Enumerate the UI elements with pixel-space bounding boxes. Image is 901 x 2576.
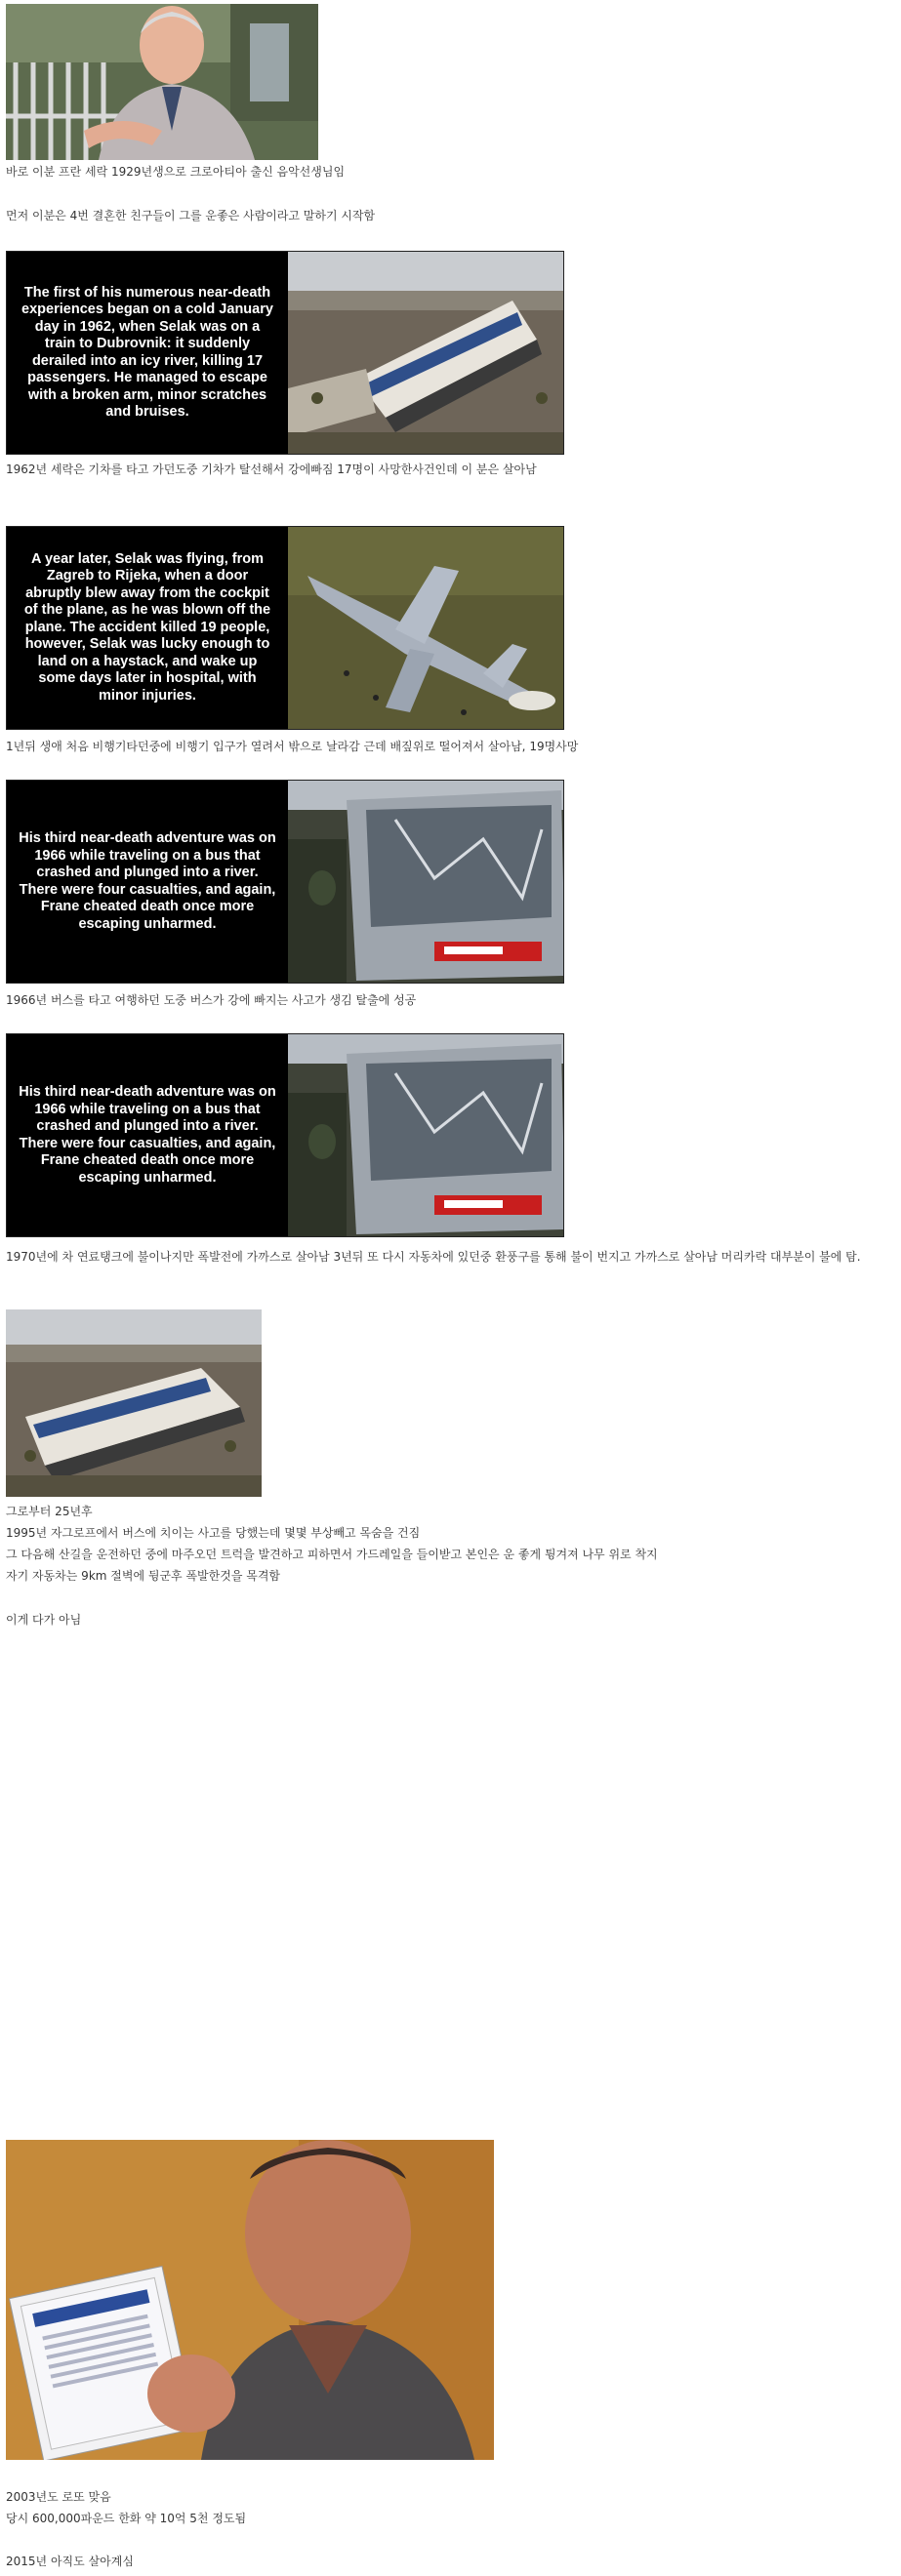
caption-train: 1962년 세락은 기차를 타고 가던도중 기차가 탈선해서 강에빠짐 17명이 사망한사건인데 이 분은 살아남 (6, 463, 537, 476)
bus-crash-photo (288, 781, 563, 983)
caption-plane: 1년뒤 생애 처음 비행기타던중에 비행기 입구가 열려서 밖으로 날라감 근데 배짚위로 떨어져서 살아남, 19명사망 (6, 740, 579, 753)
caption-bus: 1966년 버스를 타고 여행하던 도중 버스가 강에 빠지는 사고가 생김 탈출에 성공 (6, 993, 417, 1007)
story-card-plane (6, 526, 564, 730)
card-text: A year later, Selak was flying, from Zagreb to Rijeka, when a door abruptly blew away from the cockpit of the plane, as he was blown off the plane. The accident killed 19 people, however, Selak was lucky enough to land on a haystack, and wake up some days later in hospital, with minor injuries. (23, 550, 271, 704)
plane-crash-photo (288, 527, 563, 729)
ending-line-1: 2003년도 로또 맞음 (6, 2490, 111, 2504)
train-wreck-photo (288, 252, 563, 454)
story-card-bus (6, 780, 564, 984)
card-text: His third near-death adventure was on 1966 while traveling on a bus that crashed and plunged into a river. There were four casualties, and again, Frane cheated death once more escaping unharmed. (19, 1084, 276, 1186)
story-card-bus-repeat (6, 1033, 564, 1237)
story-card-train (6, 251, 564, 455)
middle-line-1: 그로부터 25년후 (6, 1505, 93, 1518)
caption-car-fire: 1970년에 차 연료탱크에 불이나지만 폭발전에 가까스로 살아남 3년뒤 또 다시 자동차에 있던중 환풍구를 통해 불이 번지고 가까스로 살아남 머리카락 대부분이 불에 탐. (6, 1250, 861, 1264)
intro-line-2: 먼저 이분은 4번 결혼한 친구들이 그를 운좋은 사람이라고 말하기 시작함 (6, 209, 376, 222)
card-text: His third near-death adventure was on 1966 while traveling on a bus that crashed and plunged into a river. There were four casualties, and again, Frane cheated death once more escaping unharmed. (19, 830, 276, 932)
lottery-winner-photo (6, 2140, 494, 2460)
middle-line-5: 이게 다가 아님 (6, 1613, 82, 1627)
ending-line-2: 당시 600,000파운드 한화 약 10억 5천 정도됨 (6, 2512, 247, 2525)
bus-crash-photo (288, 1034, 563, 1236)
ending-line-3: 2015년 아직도 살아계심 (6, 2555, 134, 2568)
card-text: The first of his numerous near-death experiences began on a cold January day in 1962, when Selak was on a train to Dubrovnik: it suddenly derailed into an icy river, killing 17 passengers. He managed to escape with a broken arm, minor scratches and bruises. (21, 284, 273, 420)
portrait-photo-old-man (6, 4, 318, 160)
train-wreck-photo-small (6, 1309, 262, 1497)
middle-line-4: 자기 자동차는 9km 절벽에 뒹군후 폭발한것을 목격함 (6, 1569, 281, 1583)
middle-line-2: 1995년 자그로프에서 버스에 치이는 사고를 당했는데 몇몇 부상빼고 목숨을 건짐 (6, 1526, 421, 1540)
intro-line-1: 바로 이분 프란 세락 1929년생으로 크로아티아 출신 음악선생님임 (6, 165, 346, 179)
middle-line-3: 그 다음해 산길을 운전하던 중에 마주오던 트럭을 발견하고 피하면서 가드레일을 들이받고 본인은 운 좋게 튕겨져 나무 위로 착지 (6, 1548, 658, 1561)
